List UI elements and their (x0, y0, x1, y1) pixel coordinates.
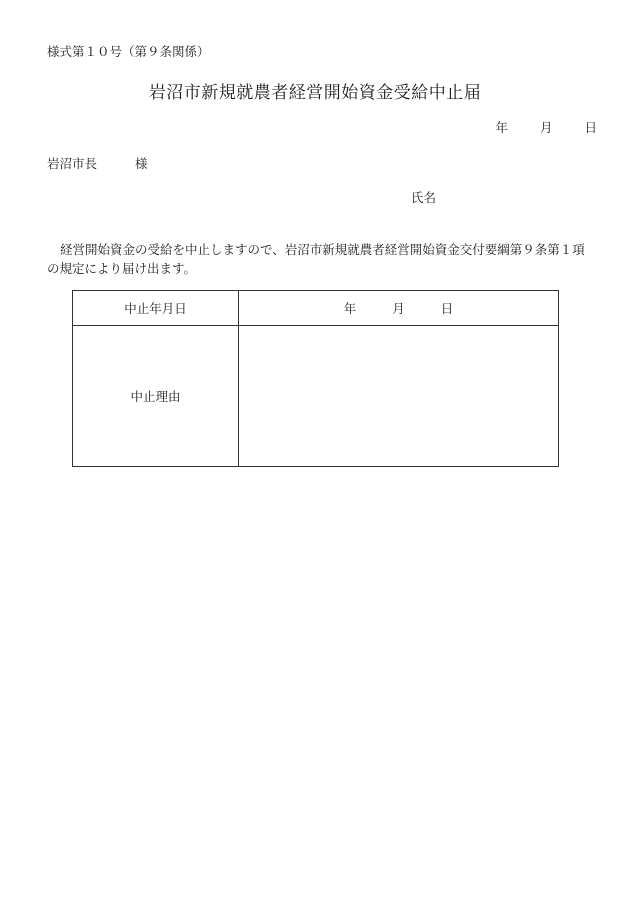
table-row-stop-date (73, 291, 559, 326)
form-number: 様式第１０号（第９条関係） (47, 44, 210, 59)
stop-date-field[interactable] (239, 291, 559, 326)
submission-date-line (496, 118, 597, 136)
applicant-name-label: 氏名 (411, 190, 437, 205)
stop-date-month-label: 月 (392, 301, 405, 316)
stop-reason-field[interactable] (239, 326, 559, 467)
table-row-stop-reason (73, 326, 559, 467)
body-text: 経営開始資金の受給を中止しますので、岩沼市新規就農者経営開始資金交付要綱第９条第１項の規定により届け出ます。 (47, 242, 585, 276)
date-day-label: 日 (584, 120, 597, 135)
date-month-label: 月 (540, 120, 553, 135)
stop-date-day-label: 日 (440, 301, 454, 316)
addressee-honorific: 様 (135, 156, 148, 171)
form-table (72, 290, 559, 467)
addressee (47, 154, 148, 172)
addressee-name: 岩沼市長 (47, 156, 98, 171)
stop-date-year-label: 年 (343, 301, 357, 316)
date-year-label: 年 (495, 120, 509, 135)
stop-date-label: 中止年月日 (73, 291, 239, 326)
document-title: 岩沼市新規就農者経営開始資金受給中止届 (148, 83, 482, 103)
stop-reason-label: 中止理由 (73, 326, 239, 467)
